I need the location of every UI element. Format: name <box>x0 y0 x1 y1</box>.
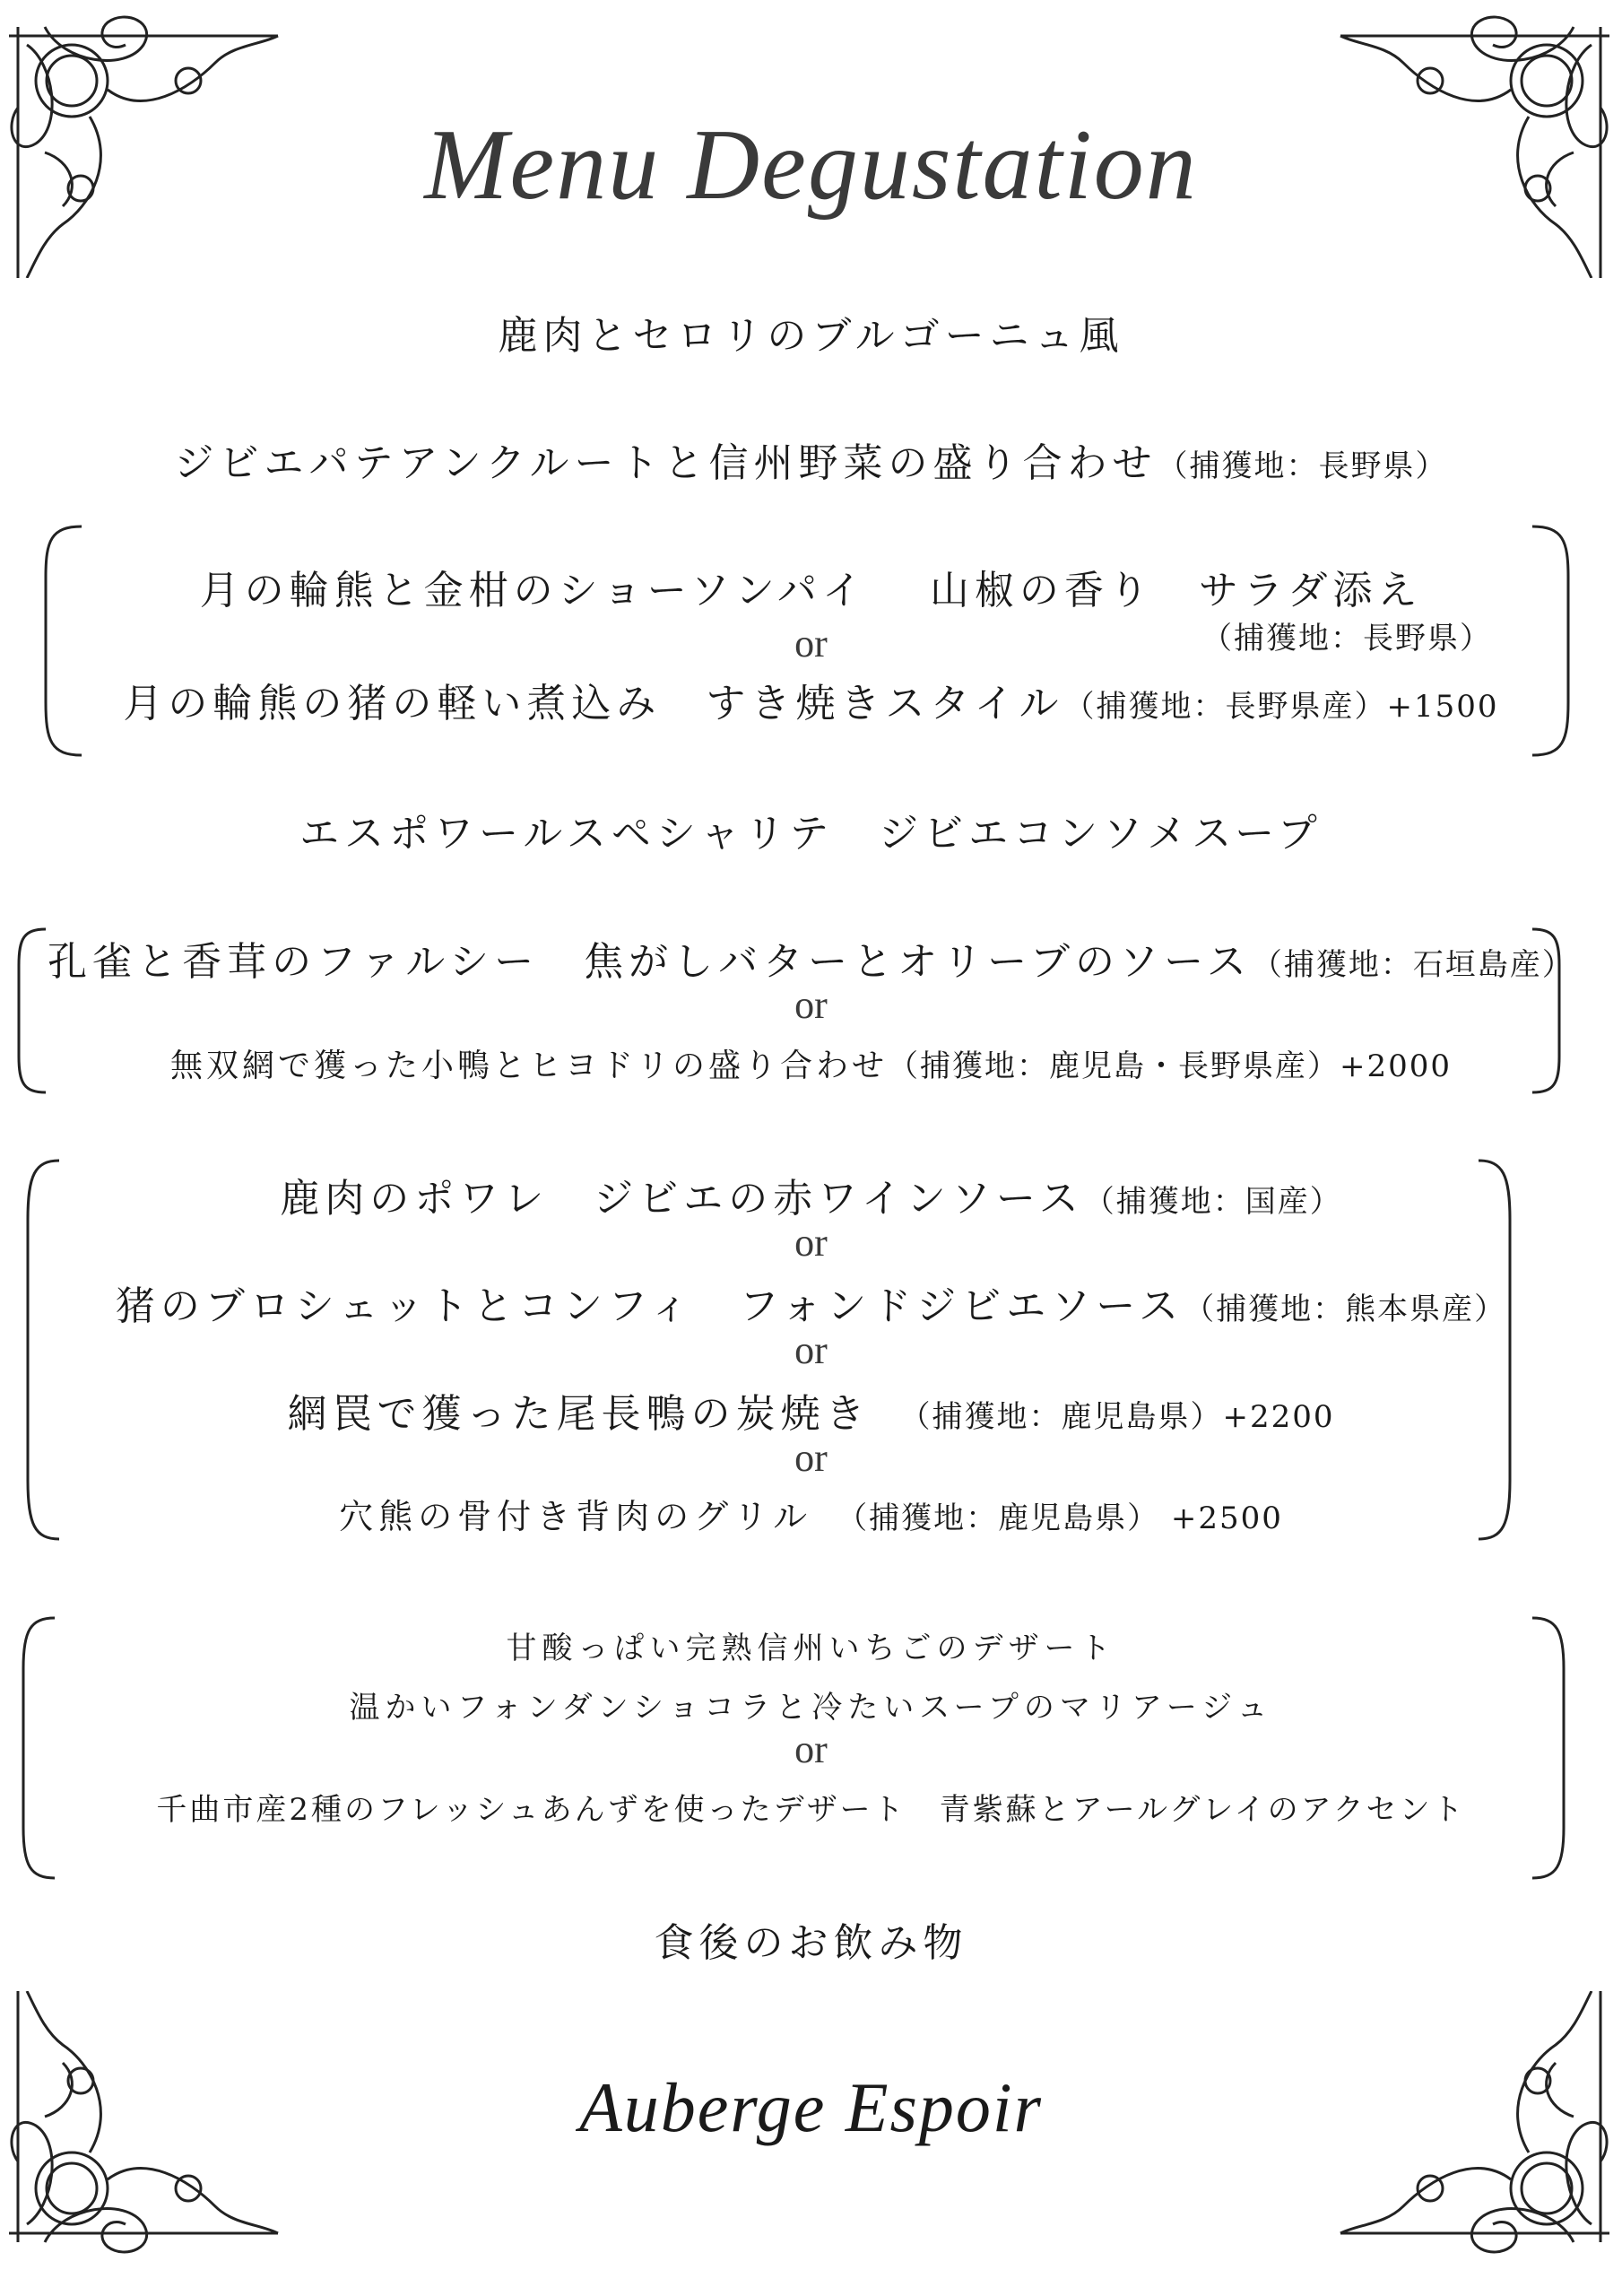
course-boar-origin: （捕獲地：熊本県産） <box>1184 1292 1507 1327</box>
course-bear-stew-name: 月の輪熊の猪の軽い煮込み すき焼きスタイル <box>123 681 1064 726</box>
course-venison-origin: （捕獲地：国産） <box>1083 1184 1342 1220</box>
course-apricot: 千曲市産2種のフレッシュあんずを使ったデザート 青紫蘇とアールグレイのアクセント <box>156 1792 1466 1828</box>
course-peacock <box>0 929 1622 987</box>
course-consomme: エスポワールスペシャリテ ジビエコンソメスープ <box>299 811 1323 857</box>
course-duck-name: 無双網で獲った小鴨とヒヨドリの盛り合わせ <box>169 1048 888 1084</box>
course-pate-name: ジビエパテアンクルートと信州野菜の盛り合わせ <box>174 440 1158 486</box>
menu-title: Menu Degustation <box>424 109 1198 221</box>
or-divider: or <box>794 1328 828 1372</box>
course-drinks: 食後のお飲み物 <box>654 1920 968 1966</box>
course-duck-extra: （捕獲地：鹿児島・長野県産）+2000 <box>888 1048 1453 1084</box>
course-peacock-origin: （捕獲地：石垣島産） <box>1251 947 1574 983</box>
course-boar <box>0 1274 1622 1331</box>
course-pintail-name: 網罠で獲った尾長鴨の炭焼き <box>287 1391 915 1437</box>
course-duck <box>0 1040 1622 1086</box>
course-pate-origin: （捕獲地：長野県） <box>1157 448 1448 484</box>
or-divider: or <box>794 1436 828 1480</box>
or-divider: or <box>794 622 828 665</box>
or-divider: or <box>794 983 828 1027</box>
course-badger-name: 穴熊の骨付き背肉のグリル <box>339 1497 853 1536</box>
course-bear-pie: 月の輪熊と金柑のショーソンパイ 山椒の香り サラダ添え <box>199 568 1423 613</box>
course-boar-name: 猪のブロシェットとコンフィ フォンドジビエソース <box>115 1283 1184 1329</box>
course-venison <box>0 1166 1622 1223</box>
course-pate <box>0 430 1622 488</box>
course-fondant: 温かいフォンダンショコラと冷たいスープのマリアージュ <box>349 1690 1273 1726</box>
course-amuse: 鹿肉とセロリのブルゴーニュ風 <box>498 313 1124 359</box>
course-badger <box>0 1489 1622 1538</box>
course-peacock-name: 孔雀と香茸のファルシー 焦がしバターとオリーブのソース <box>48 939 1252 985</box>
course-pintail-extra: （捕獲地：鹿児島県）+2200 <box>915 1399 1335 1435</box>
course-bear-stew <box>0 671 1622 728</box>
course-badger-extra: （捕獲地：鹿児島県） +2500 <box>852 1500 1283 1536</box>
restaurant-signature: Auberge Espoir <box>579 2068 1043 2146</box>
course-bear-stew-extra: （捕獲地：長野県産）+1500 <box>1063 689 1499 725</box>
course-venison-name: 鹿肉のポワレ ジビエの赤ワインソース <box>280 1176 1084 1222</box>
course-pintail <box>0 1381 1622 1439</box>
course-bear-pie-origin: （捕獲地：長野県） <box>1201 621 1492 657</box>
course-strawberry-dessert: 甘酸っぱい完熟信州いちごのデザート <box>506 1631 1116 1666</box>
or-divider: or <box>794 1221 828 1265</box>
or-divider: or <box>794 1727 828 1771</box>
